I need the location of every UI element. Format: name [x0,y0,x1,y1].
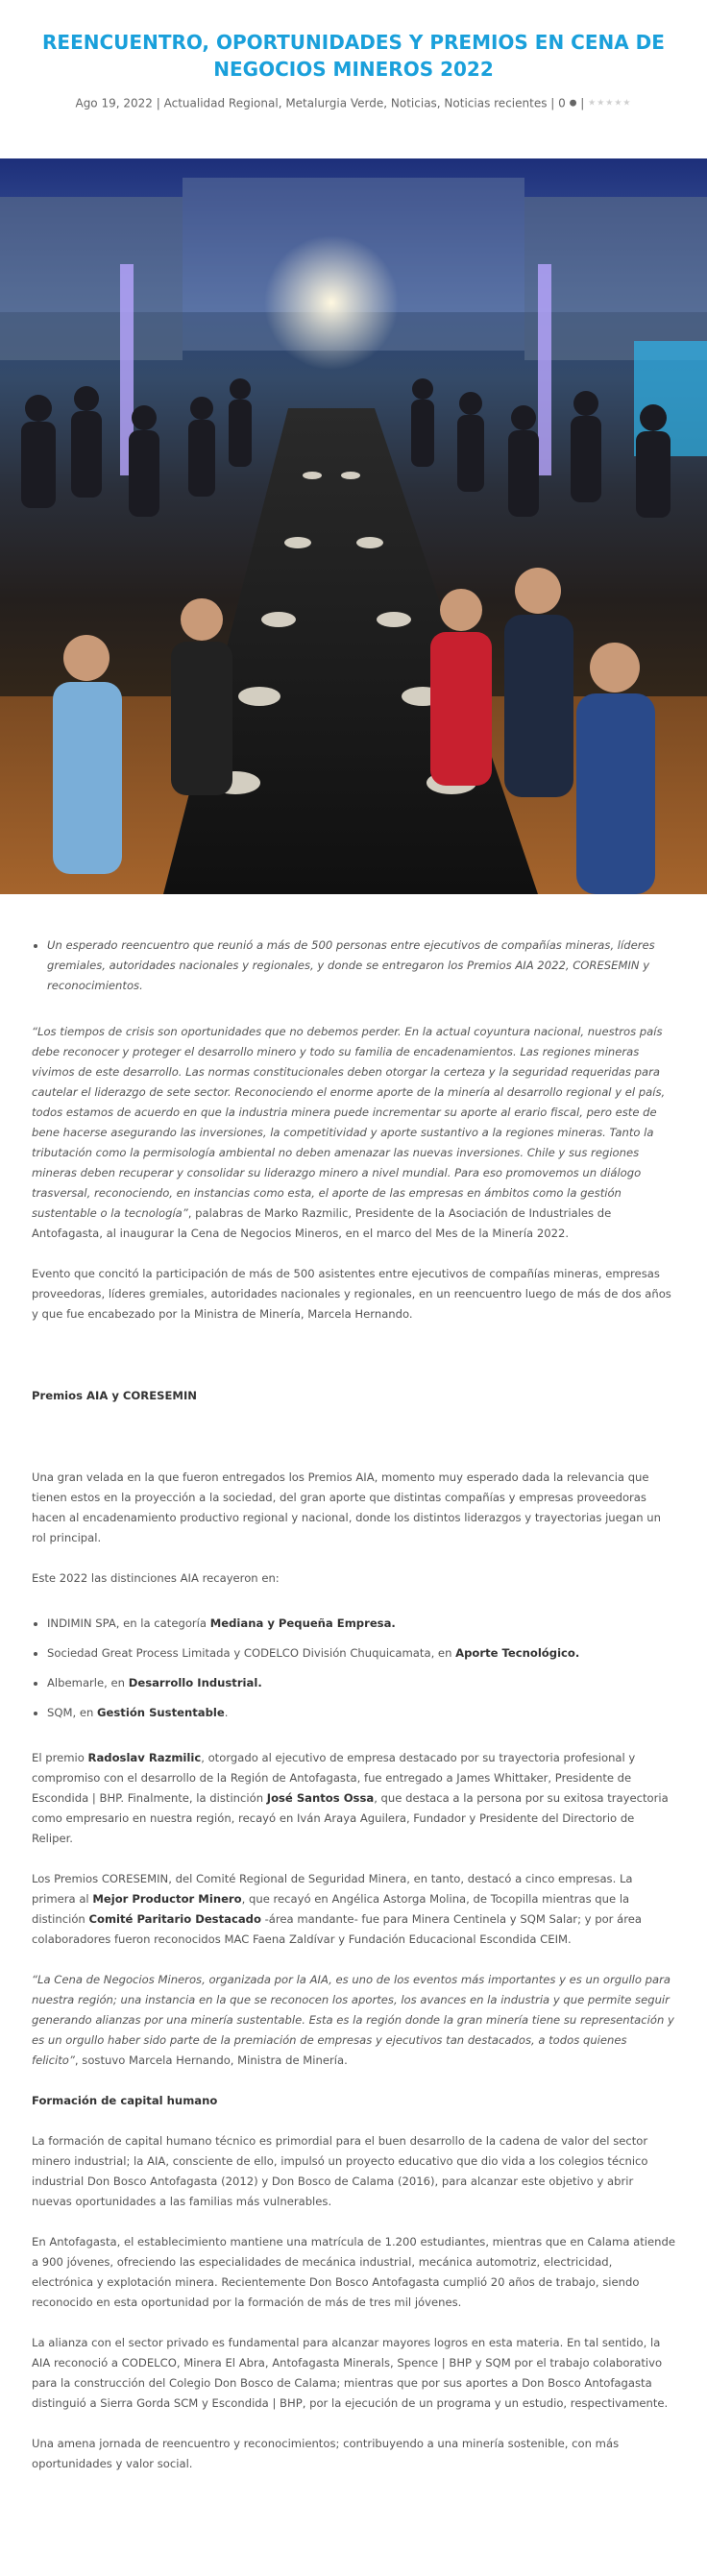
summary-item: • Un esperado reencuentro que reunió a más de 500 personas entre ejecutivos de compañías mineras, líderes gremiales, autoridades nacionales y regionales, y donde se entregaron los Premios AIA 2022, CORESEMIN y reconocimientos. [47,936,675,996]
list-item: • INDIMIN SPA, en la categoría Mediana y Pequeña Empresa. [47,1614,675,1634]
list-item: • Sociedad Great Process Limitada y CODELCO División Chuquicamata, en Aporte Tecnológico. [47,1643,675,1664]
quote-paragraph-1 [32,1022,675,1244]
comment-count[interactable]: 0 [558,96,566,110]
article-meta: Ago 19, 2022 | Actualidad Regional, Metalurgia Verde, Noticias, Noticias recientes | 0 ● | ★★★★★ [75,96,632,110]
article-title: REENCUENTRO, OPORTUNIDADES Y PREMIOS EN CENA DE NEGOCIOS MINEROS 2022 [42,31,665,81]
post-date: Ago 19, 2022 [75,96,153,110]
quote-text: “La Cena de Negocios Mineros, organizada por la AIA, es uno de los eventos más importantes y es un orgullo para nuestra región; una instancia en la que se reconocen los aportes, los avances en la industria y que permite seguir generando alianzas por una minería sustentable. Esta es la región donde la gran minería tiene su representación y es un orgullo haber sido parte de la premiación de empresas y ejecutivos tan destacados, a todos quienes felicito” [32,1973,674,2067]
paragraph: En Antofagasta, el establecimiento mantiene una matrícula de 1.200 estudiantes, mientras que en Calama atiende a 900 jóvenes, ofreciendo las especialidades de mecánica industrial, mecánica automotriz, electricidad, electrónica y explotación minera. Recientemente Don Bosco Antofagasta cumplió 20 años de trabajo, siendo reconocido en esta oportunidad por la formación de más de tres mil jóvenes. [32,2235,675,2309]
section-heading: Premios AIA y CORESEMIN [32,1389,197,1402]
rating-stars[interactable]: ★★★★★ [588,98,632,109]
summary-list [32,936,675,996]
paragraph: El premio Radoslav Razmilic, otorgado al ejecutivo de empresa destacado por su trayectoria profesional y compromiso con el desarrollo de la Región de Antofagasta, fue entregado a James Whittaker, Presidente de Escondida | BHP. Finalmente, la distinción José Santos Ossa, que destaca a la persona por su exitosa trayectoria como empresario en nuestra región, recayó en Iván Araya Aguilera, Fundador y Presidente del Directorio de Reliper. [32,1751,669,1845]
paragraph: Evento que concitó la participación de más de 500 asistentes entre ejecutivos de compañías mineras, empresas proveedoras, líderes gremiales, autoridades nacionales y regionales, en un reencuentro luego de más de dos años y que fue encabezado por la Ministra de Minería, Marcela Hernando. [32,1267,671,1321]
paragraph: Los Premios CORESEMIN, del Comité Regional de Seguridad Minera, en tanto, destacó a cinco empresas. La primera al Mejor Productor Minero, que recayó en Angélica Astorga Molina, de Tocopilla mientras que la distinción Comité Paritario Destacado -área mandante- fue para Minera Centinela y SQM Salar; y por área colaboradores fueron reconocidos MAC Faena Zaldívar y Fundación Educacional Escondida CEIM. [32,1872,642,1946]
paragraph: Una gran velada en la que fueron entregados los Premios AIA, momento muy esperado dada la relevancia que tienen estos en la proyección a la sociedad, del gran aporte que distintas compañías y empresas proveedoras hacen al encadenamiento productivo regional y nacional, donde los distintos liderazgos y trayectorias juegan un rol principal. [32,1470,661,1544]
list-item: • Albemarle, en Desarrollo Industrial. [47,1673,675,1693]
awards-list [32,1614,675,1723]
section-heading: Formación de capital humano [32,2094,218,2107]
paragraph: Una amena jornada de reencuentro y reconocimientos; contribuyendo a una minería sostenible, con más oportunidades y valor social. [32,2437,620,2470]
article-body [0,936,707,2474]
list-item: • SQM, en Gestión Sustentable. [47,1703,675,1723]
paragraph: La formación de capital humano técnico es primordial para el buen desarrollo de la cadena de valor del sector minero industrial; la AIA, consciente de ello, impulsó un proyecto educativo que dio vida a los colegios técnico industrial Don Bosco Antofagasta (2012) y Don Bosco de Calama (2016), para alcanzar este objetivo y abrir nuevas oportunidades a las familias más vulnerables. [32,2134,648,2208]
quote-paragraph-2 [32,1970,675,2071]
quote-text: “Los tiempos de crisis son oportunidades que no debemos perder. En la actual coyuntura nacional, nuestros país debe reconocer y proteger el desarrollo minero y todo su familia de encadenamientos. Las regiones mineras vivimos de este desarrollo. Las normas constitucionales deben otorgar la certeza y la seguridad requeridas para cautelar el liderazgo de sete sector. Reconociendo el enorme aporte de la minería al desarrollo regional y el país, todos estamos de acuerdo en que la industria minera puede incrementar su aporte al erario fiscal, pero este de bene hacerse asegurando las inversiones, la competitividad y aporte sustantivo a la regiones mineras. Tanto la tributación como la permisología ambiental no deben amenazar las nuevas inversiones. Chile y sus regiones mineras deben recuperar y consolidar su liderazgo minero a nivel mundial. Para eso promovemos un diálogo trasversal, reconociendo, en instancias como esta, el aporte de las empresas en ámbitos como la gestión sustentable o la tecnología” [32,1025,666,1220]
paragraph: Este 2022 las distinciones AIA recayeron en: [32,1571,280,1585]
post-categories[interactable]: Actualidad Regional, Metalurgia Verde, Noticias, Noticias recientes [163,96,548,110]
paragraph: La alianza con el sector privado es fundamental para alcanzar mayores logros en esta materia. En tal sentido, la AIA reconoció a CODELCO, Minera El Abra, Antofagasta Minerals, Spence | BHP y SQM por el trabajo colaborativo para la construcción del Colegio Don Bosco de Calama; mientras que por sus aportes a Don Bosco Antofagasta distinguió a Sierra Gorda SCM y Escondida | BHP, por la ejecución de un programa y un estudio, respectivamente. [32,2336,669,2410]
hero-image [0,158,707,894]
quote-attribution: , palabras de Marko Razmilic, Presidente de la Asociación de Industriales de Antofagasta, al inaugurar la Cena de Negocios Mineros, en el marco del Mes de la Minería 2022. [32,1206,612,1240]
quote-attribution: , sostuvo Marcela Hernando, Ministra de Minería. [74,2054,348,2067]
comment-icon: ● [569,98,577,109]
event-photo-illustration [0,158,707,894]
